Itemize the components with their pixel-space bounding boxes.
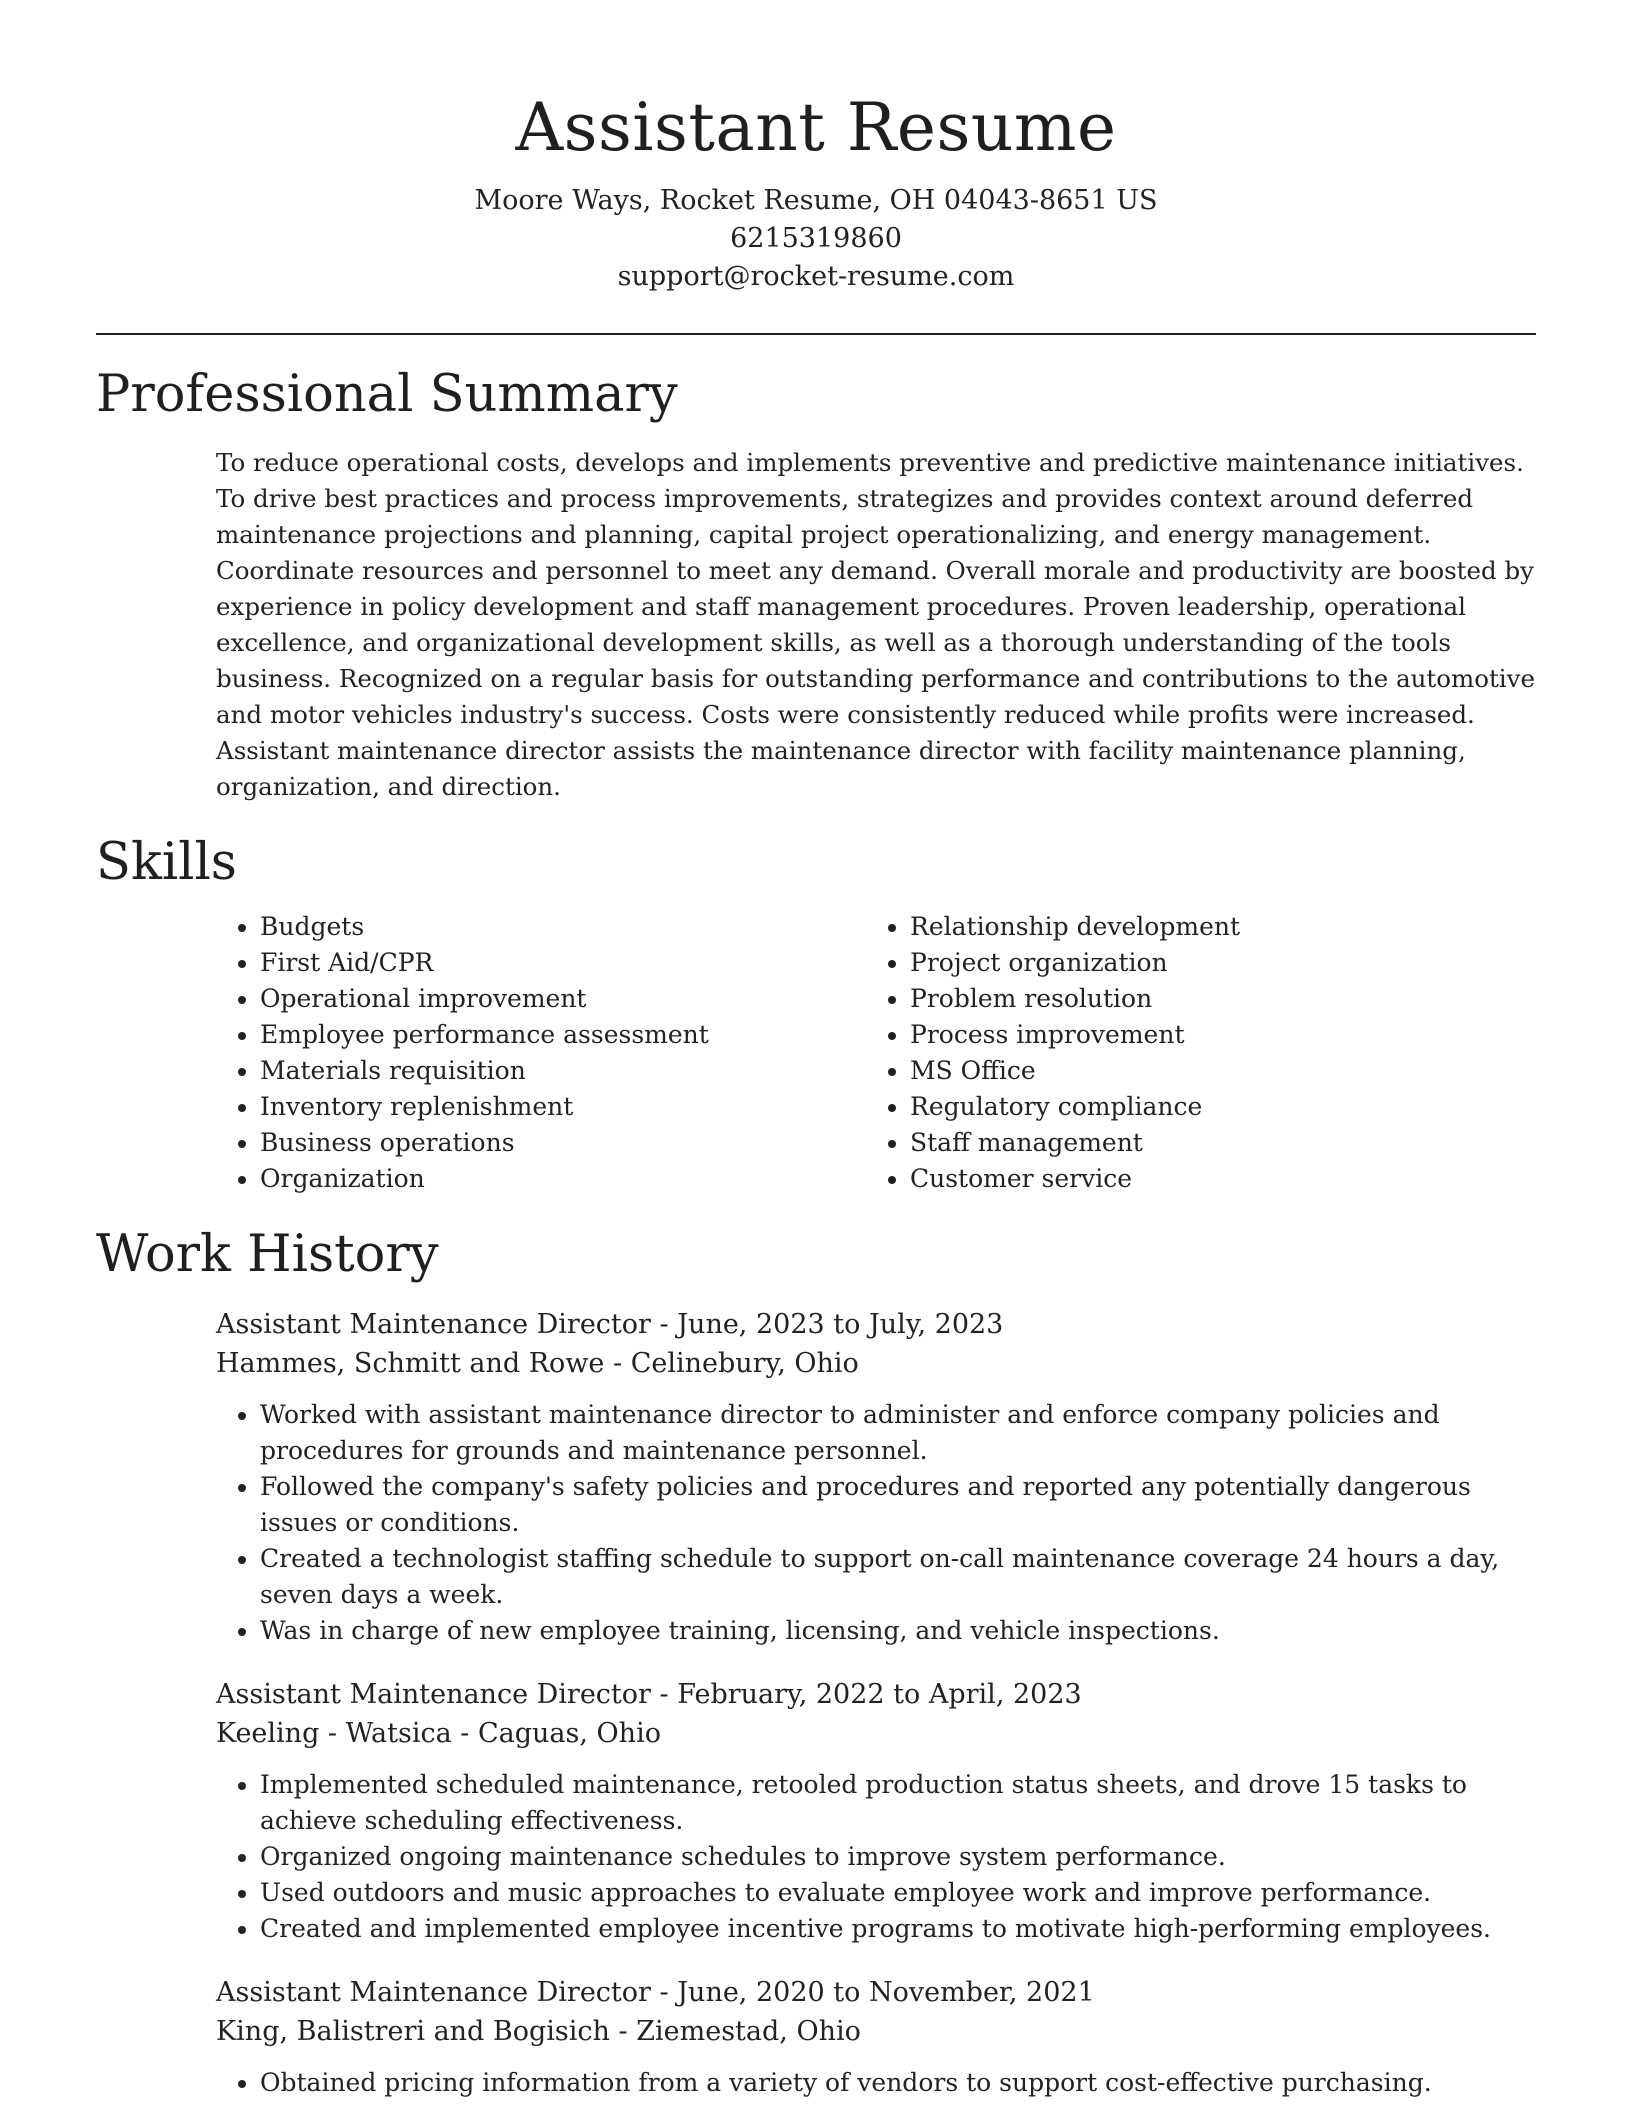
contact-address: Moore Ways, Rocket Resume, OH 04043-8651 US — [474, 185, 1158, 216]
job-dates: - June, 2020 to November, 2021 — [650, 1977, 1095, 2008]
skill-item: • Relationship development — [910, 909, 1516, 945]
contact-block — [96, 182, 1536, 296]
job-duty: • Worked with assistant maintenance director to administer and enforce company policies and procedures for grounds and maintenance personnel. — [260, 1397, 1536, 1469]
job-role: Assistant Maintenance Director — [216, 1679, 651, 1710]
contact-email: support@rocket-resume.com — [617, 261, 1015, 292]
job-duty: • Created a technologist staffing schedule to support on-call maintenance coverage 24 hours a day, seven days a week. — [260, 1541, 1536, 1613]
skill-item: • Budgets — [260, 909, 866, 945]
job-dates: - June, 2023 to July, 2023 — [650, 1309, 1004, 1340]
skill-item: • Organization — [260, 1161, 866, 1197]
job-duties — [216, 2065, 1536, 2101]
job-duty: • Followed the company's safety policies and procedures and reported any potentially dangerous issues or conditions. — [260, 1469, 1536, 1541]
skill-item: • Staff management — [910, 1125, 1516, 1161]
job-entry — [216, 1305, 1536, 1649]
job-duty: • Created and implemented employee incentive programs to motivate high-performing employees. — [260, 1911, 1536, 1947]
skill-item: • Employee performance assessment — [260, 1017, 866, 1053]
skill-item: • Customer service — [910, 1161, 1516, 1197]
job-title-line — [216, 1675, 1536, 1714]
skill-item: • Problem resolution — [910, 981, 1516, 1017]
job-location: - Ziemestad, Ohio — [609, 2016, 861, 2047]
job-duty: • Was in charge of new employee training, licensing, and vehicle inspections. — [260, 1613, 1536, 1649]
job-role: Assistant Maintenance Director — [216, 1977, 651, 2008]
summary-heading: Professional Summary — [96, 365, 678, 424]
summary-text: To reduce operational costs, develops and implements preventive and predictive maintenance initiatives. To drive best practices and process improvements, strategizes and provides context around deferred maintenance projections and planning, capital project operationalizing, and energy management. Coordinate resources and personnel to meet any demand. Overall morale and productivity are boosted by experience in policy development and staff management procedures. Proven leadership, operational excellence, and organizational development skills, as well as a thorough understanding of the tools business. Recognized on a regular basis for outstanding performance and contributions to the automotive and motor vehicles industry's success. Costs were consistently reduced while profits were increased. Assistant maintenance director assists the maintenance director with facility maintenance planning, organization, and direction. — [216, 448, 1535, 801]
job-company: King, Balistreri and Bogisich — [216, 2016, 610, 2047]
job-company: Hammes, Schmitt and Rowe — [216, 1348, 605, 1379]
skill-item: • Process improvement — [910, 1017, 1516, 1053]
job-company-line — [216, 1344, 1536, 1383]
job-location: - Caguas, Ohio — [451, 1718, 661, 1749]
job-duties — [216, 1767, 1536, 1947]
work-history-heading: Work History — [96, 1225, 439, 1284]
job-duty: • Organized ongoing maintenance schedules to improve system performance. — [260, 1839, 1536, 1875]
job-duty: • Obtained pricing information from a variety of vendors to support cost-effective purchasing. — [260, 2065, 1536, 2101]
skill-item: • Project organization — [910, 945, 1516, 981]
job-company: Keeling - Watsica — [216, 1718, 452, 1749]
job-duties — [216, 1397, 1536, 1649]
skill-item: • Regulatory compliance — [910, 1089, 1516, 1125]
skill-item: • First Aid/CPR — [260, 945, 866, 981]
skills-heading: Skills — [96, 833, 237, 892]
job-entry — [216, 1675, 1536, 1947]
job-title-line — [216, 1305, 1536, 1344]
skill-item: • Inventory replenishment — [260, 1089, 866, 1125]
skill-item: • Business operations — [260, 1125, 866, 1161]
contact-phone: 6215319860 — [730, 223, 902, 254]
header-divider — [96, 333, 1536, 335]
job-dates: - February, 2022 to April, 2023 — [650, 1679, 1082, 1710]
skills-column-left — [216, 909, 866, 1197]
job-company-line — [216, 2012, 1536, 2051]
skill-item: • Operational improvement — [260, 981, 866, 1017]
job-role: Assistant Maintenance Director — [216, 1309, 651, 1340]
job-company-line — [216, 1714, 1536, 1753]
job-title-line — [216, 1973, 1536, 2012]
job-duty: • Implemented scheduled maintenance, retooled production status sheets, and drove 15 tasks to achieve scheduling effectiveness. — [260, 1767, 1536, 1839]
resume-name: Assistant Resume — [515, 89, 1117, 166]
skills-list — [216, 909, 1536, 1197]
job-duty: • Used outdoors and music approaches to evaluate employee work and improve performance. — [260, 1875, 1536, 1911]
job-entry — [216, 1973, 1536, 2101]
skills-column-right — [866, 909, 1516, 1197]
resume-page — [96, 0, 1536, 2101]
skill-item: • MS Office — [910, 1053, 1516, 1089]
skill-item: • Materials requisition — [260, 1053, 866, 1089]
job-location: - Celinebury, Ohio — [604, 1348, 859, 1379]
